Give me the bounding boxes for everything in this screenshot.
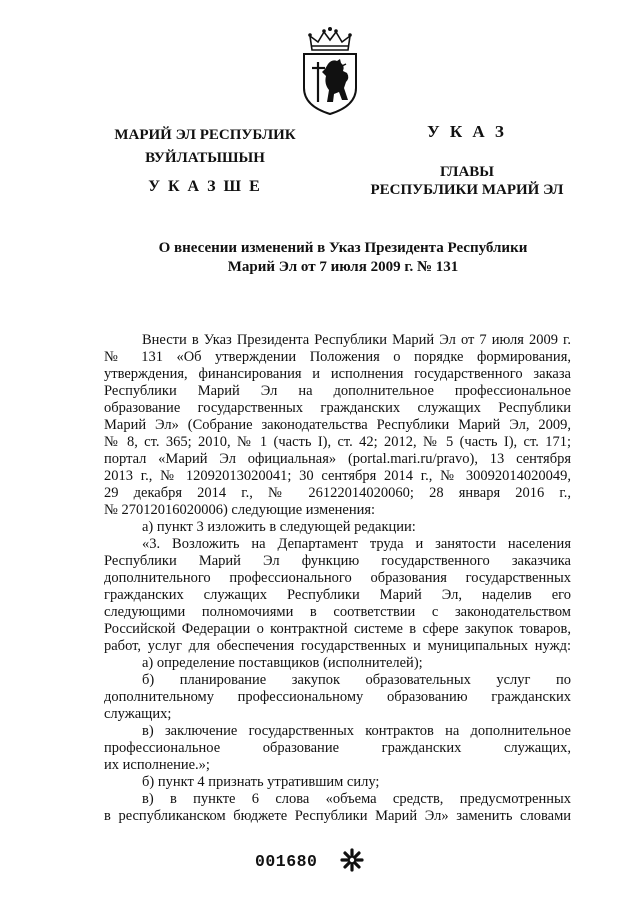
body-line: образование государственных гражданских служащих Республики	[104, 400, 571, 416]
body-line: в республиканском бюджете Республики Марий Эл» заменить словами	[104, 808, 571, 824]
document-serial-number: 001680	[255, 852, 318, 871]
body-line: портал «Марий Эл официальная» (portal.mari.ru/pravo), 13 сентября	[104, 451, 571, 467]
document-title-line2: Марий Эл от 7 июля 2009 г. № 131	[227, 259, 459, 275]
body-line: б) планирование закупок образовательных услуг по	[142, 672, 571, 688]
body-line: б) пункт 4 признать утратившим силу;	[142, 774, 380, 790]
header-left-line1: МАРИЙ ЭЛ РЕСПУБЛИК	[114, 127, 296, 143]
asterisk-mark-icon	[340, 848, 364, 872]
body-line: а) определение поставщиков (исполнителей);	[142, 655, 423, 671]
body-line: а) пункт 3 изложить в следующей редакции:	[142, 519, 416, 535]
body-line: дополнительного профессионального образования государственных	[104, 570, 571, 586]
body-line: дополнительному профессиональному образованию гражданских	[104, 689, 571, 705]
body-line: профессиональное образование гражданских служащих,	[104, 740, 571, 756]
header-left-line3: У К А З Ш Е	[148, 178, 262, 195]
body-line: Внести в Указ Президента Республики Марий Эл от 7 июля 2009 г.	[142, 332, 571, 348]
body-line: № 131 «Об утверждении Положения о порядке формирования,	[104, 349, 571, 365]
header-right-line3: РЕСПУБЛИКИ МАРИЙ ЭЛ	[370, 182, 564, 198]
document-body	[104, 332, 571, 825]
body-line: их исполнение.»;	[104, 757, 210, 773]
body-line: Марий Эл» (Собрание законодательства Республики Марий Эл, 2009,	[104, 417, 571, 433]
body-line: 2013 г., № 12092013020041; 30 сентября 2014 г., № 30092014020049,	[104, 468, 571, 484]
body-line: в) в пункте 6 слова «объема средств, предусмотренных	[142, 791, 571, 807]
body-line: Республики Марий Эл на дополнительное профессиональное	[104, 383, 571, 399]
body-line: работ, услуг для обеспечения государственных и муниципальных нужд:	[104, 638, 571, 654]
body-line: служащих;	[104, 706, 172, 722]
body-line: «3. Возложить на Департамент труда и занятости населения	[142, 536, 571, 552]
body-line: 29 декабря 2014 г., № 26122014020060; 28 января 2016 г.,	[104, 485, 571, 501]
coat-of-arms-icon	[298, 26, 362, 118]
body-line: Республики Марий Эл функцию государственного заказчика	[104, 553, 571, 569]
body-line: утверждения, финансирования и исполнения государственного заказа	[104, 366, 571, 382]
body-line: № 8, ст. 365; 2010, № 1 (часть I), ст. 42; 2012, № 5 (часть I), ст. 171;	[104, 434, 571, 450]
body-line: Российской Федерации о контрактной системе в сфере закупок товаров,	[104, 621, 571, 637]
header-left-line2: ВУЙЛАТЫШЫН	[145, 150, 265, 166]
header-right-line1: У К А З	[427, 122, 507, 141]
body-line: гражданских служащих Республики Марий Эл, наделив его	[104, 587, 571, 603]
document-title-line1: О внесении изменений в Указ Президента Республики	[158, 240, 528, 256]
body-line: № 27012016020006) следующие изменения:	[104, 502, 376, 518]
header-right-line2: ГЛАВЫ	[439, 164, 495, 180]
body-line: следующими полномочиями в соответствии с законодательством	[104, 604, 571, 620]
body-line: в) заключение государственных контрактов на дополнительное	[142, 723, 571, 739]
